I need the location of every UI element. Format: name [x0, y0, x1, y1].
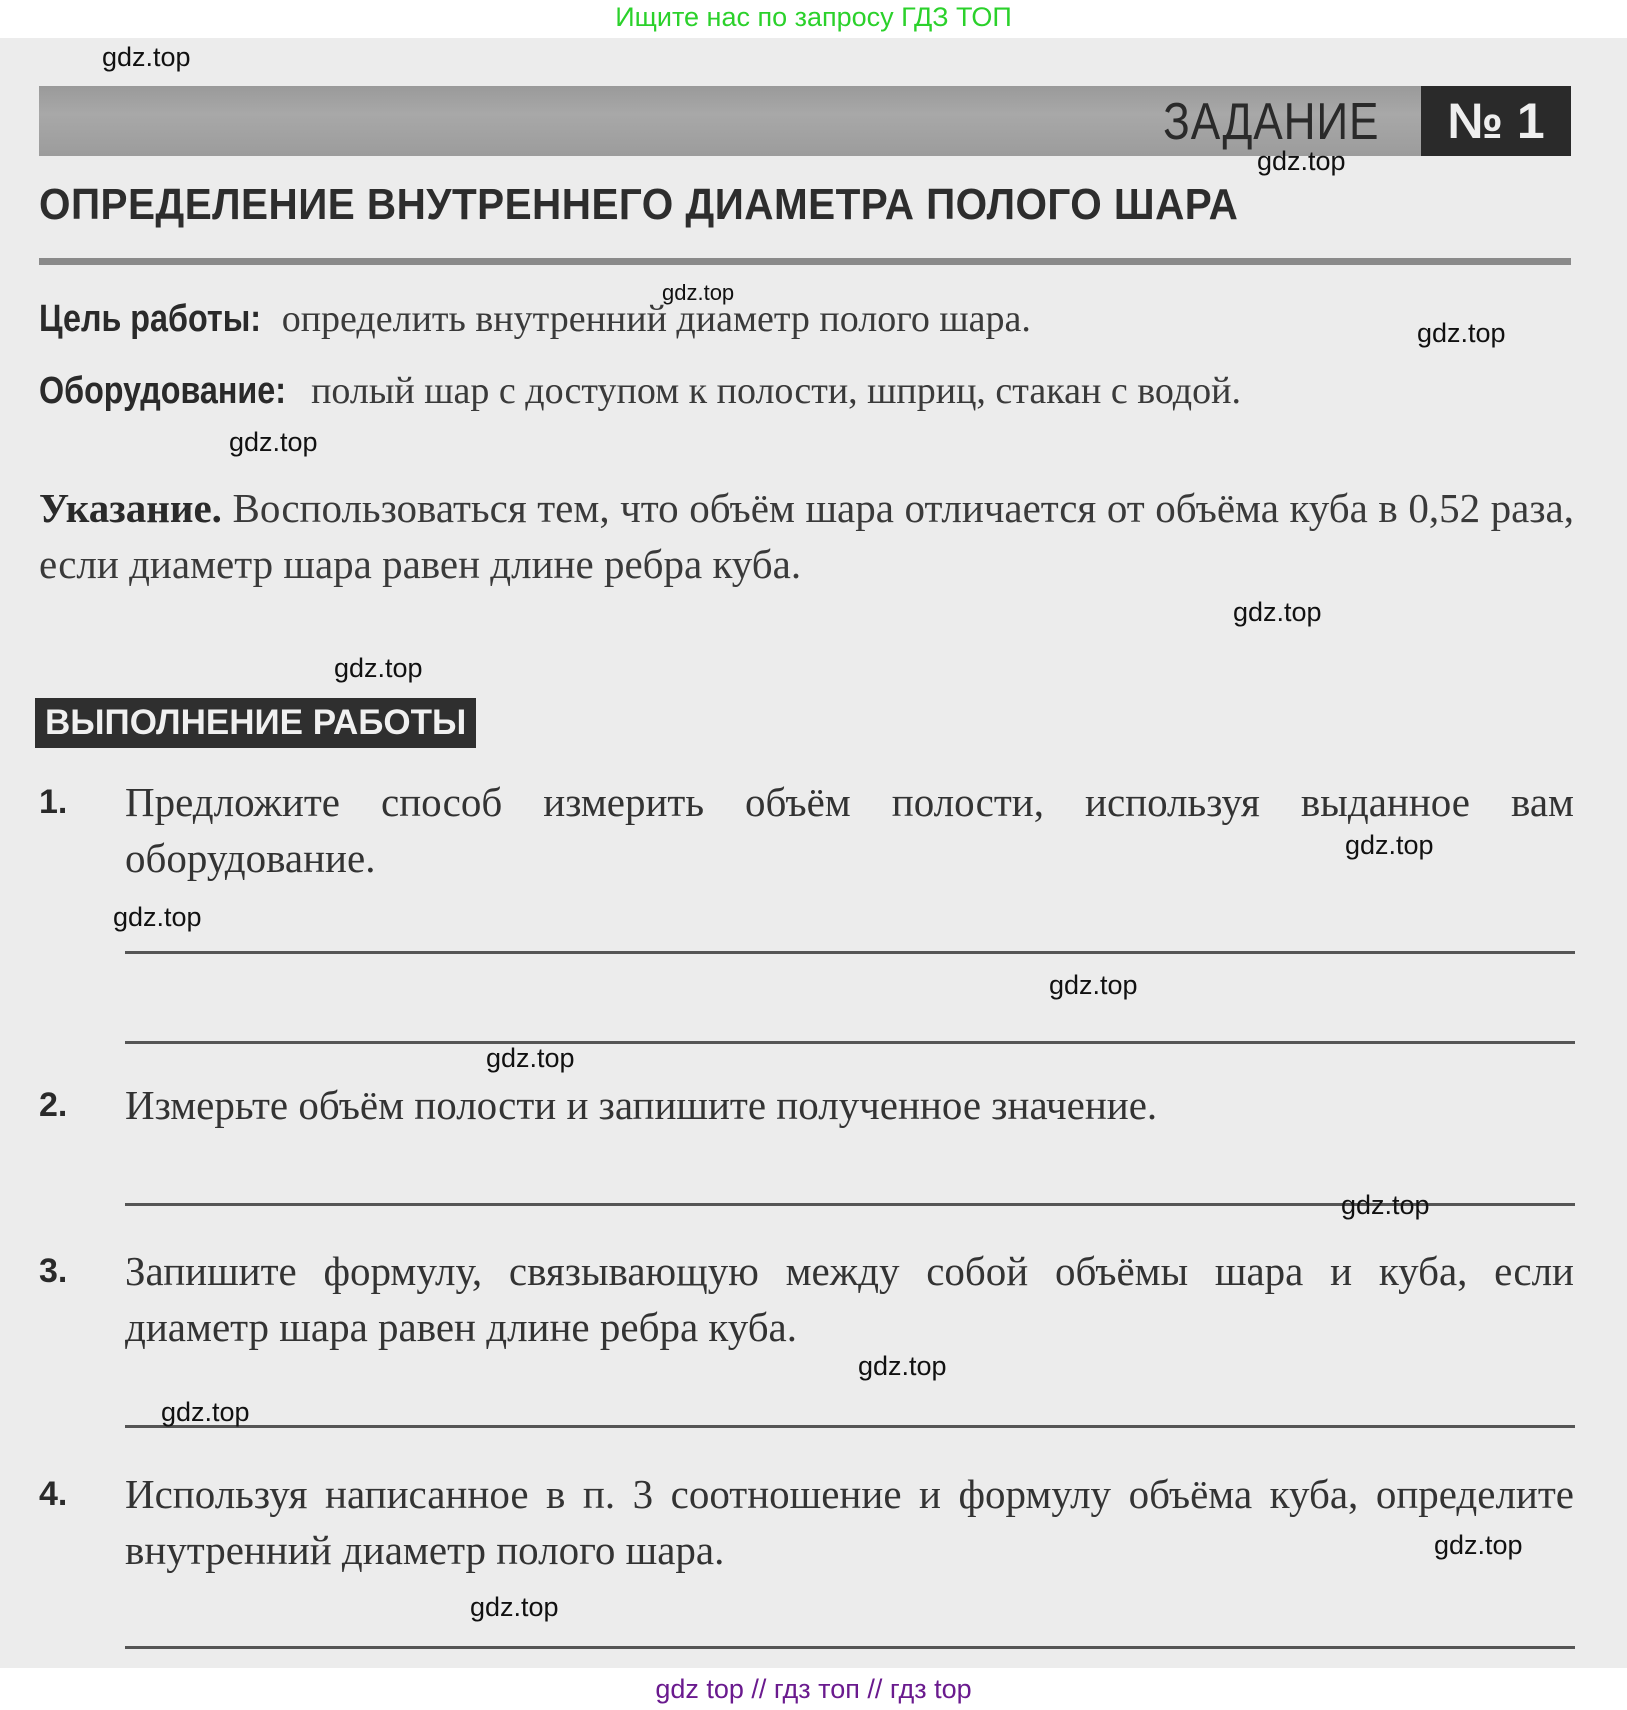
bottom-banner[interactable]: gdz top // гдз топ // гдз top	[0, 1668, 1627, 1710]
answer-line[interactable]	[125, 1041, 1575, 1044]
watermark: gdz.top	[662, 280, 735, 305]
answer-line[interactable]	[125, 1646, 1575, 1649]
watermark: gdz.top	[334, 653, 423, 683]
hint-label: Указание.	[39, 485, 222, 531]
watermark: gdz.top	[1049, 970, 1138, 1000]
watermark: gdz.top	[1233, 597, 1322, 627]
watermark: gdz.top	[113, 902, 202, 932]
watermark: gdz.top	[161, 1397, 250, 1427]
goal-text: определить внутренний диаметр полого шара.	[272, 298, 1031, 340]
watermark: gdz.top	[1434, 1530, 1523, 1560]
step-number: 1.	[39, 783, 68, 821]
equipment-label: Оборудование:	[39, 370, 286, 412]
page-title: ОПРЕДЕЛЕНИЕ ВНУТРЕННЕГО ДИАМЕТРА ПОЛОГО ШАРА	[39, 180, 1239, 229]
watermark: gdz.top	[1345, 830, 1434, 860]
watermark: gdz.top	[229, 427, 318, 457]
watermark: gdz.top	[1257, 146, 1346, 176]
answer-line[interactable]	[125, 1425, 1575, 1428]
step-text: Предложите способ измерить объём полости, используя выданное вам оборудование.	[125, 779, 1574, 881]
watermark: gdz.top	[470, 1592, 559, 1622]
watermark: gdz.top	[858, 1351, 947, 1381]
title-divider	[39, 258, 1571, 265]
watermark: gdz.top	[1417, 318, 1506, 348]
equipment-paragraph	[39, 365, 1574, 417]
watermark: gdz.top	[1341, 1190, 1430, 1220]
watermark: gdz.top	[486, 1043, 575, 1073]
task-label: ЗАДАНИЕ	[1162, 93, 1379, 151]
step-number: 3.	[39, 1252, 68, 1290]
hint-paragraph	[39, 480, 1574, 592]
top-banner[interactable]: Ищите нас по запросу ГДЗ ТОП	[0, 0, 1627, 38]
step-text: Измерьте объём полости и запишите полученное значение.	[125, 1082, 1158, 1128]
answer-line[interactable]	[125, 951, 1575, 954]
equipment-text: полый шар с доступом к полости, шприц, стакан с водой.	[301, 370, 1241, 412]
task-number-badge: № 1	[1421, 86, 1571, 156]
watermark: gdz.top	[102, 42, 191, 72]
step-number: 4.	[39, 1475, 68, 1513]
hint-text: Воспользоваться тем, что объём шара отличается от объёма куба в 0,52 раза, если диаметр шара равен длине ребра куба.	[39, 485, 1574, 587]
goal-label: Цель работы:	[39, 298, 262, 340]
section-heading: ВЫПОЛНЕНИЕ РАБОТЫ	[35, 698, 476, 748]
step-text: Используя написанное в п. 3 соотношение и формулу объёма куба, определите внутренний диаметр полого шара.	[125, 1471, 1574, 1573]
step-text: Запишите формулу, связывающую между собой объёмы шара и куба, если диаметр шара равен длине ребра куба.	[125, 1248, 1574, 1350]
step-number: 2.	[39, 1086, 68, 1124]
goal-paragraph	[39, 293, 1574, 345]
